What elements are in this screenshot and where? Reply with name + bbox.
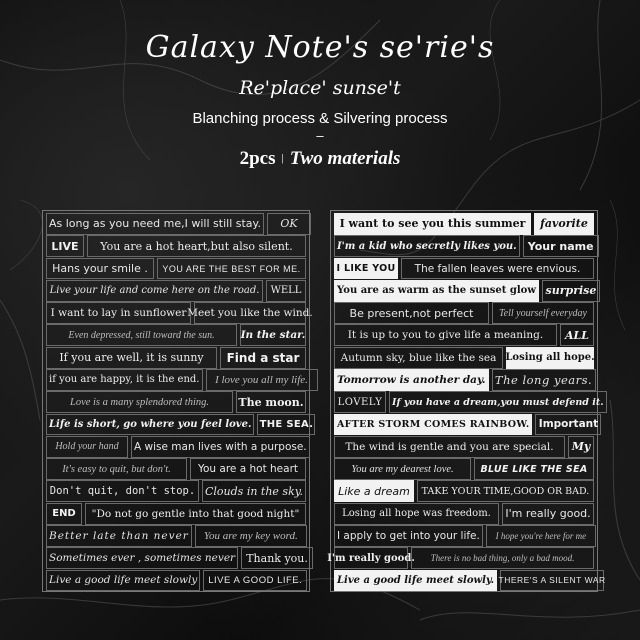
left-sticker-sheet — [42, 210, 314, 592]
sticker-label: LIVE A GOOD LIFE. — [203, 570, 307, 592]
sticker-label: "Do not go gentle into that good night" — [85, 503, 306, 525]
sticker-label: I'm a kid who secretly likes you. — [334, 235, 520, 257]
sticker-label: I want to see you this summer — [334, 213, 531, 235]
series-title: Galaxy Note's se'rie's — [145, 30, 495, 65]
sticker-row — [334, 302, 594, 324]
sticker-row — [334, 570, 606, 592]
sticker-label: Don't quit, don't stop. — [46, 480, 199, 502]
sticker-row — [46, 302, 313, 324]
sticker-label: Important — [535, 414, 601, 436]
sticker-row — [46, 369, 306, 391]
sticker-label: Find a star — [220, 347, 306, 369]
sticker-row — [46, 414, 314, 436]
sticker-row — [46, 547, 306, 569]
sticker-row — [334, 525, 594, 547]
sticker-label: Clouds in the sky. — [202, 480, 306, 502]
sticker-label: Like a dream — [334, 480, 414, 502]
sticker-row — [334, 480, 594, 502]
sticker-label: If you are well, it is sunny — [46, 347, 217, 369]
sticker-row — [46, 391, 306, 413]
sticker-row — [334, 458, 594, 480]
sticker-label: You are my dearest love. — [334, 458, 471, 480]
series-subtitle: Re'place' sunse't — [239, 77, 401, 99]
sticker-label: Better late than never — [46, 525, 192, 547]
process-text: Blanching process & Silvering process — [192, 110, 448, 127]
sticker-label: TAKE YOUR TIME,GOOD OR BAD. — [417, 480, 594, 502]
sticker-label: favorite — [534, 213, 594, 235]
sticker-label: You are a hot heart,but also silent. — [87, 235, 306, 257]
sticker-label: AFTER STORM COMES RAINBOW. — [334, 414, 532, 436]
sticker-row — [334, 369, 594, 391]
sticker-label: Life is short, go where you feel love. — [46, 414, 254, 436]
sticker-row — [46, 503, 306, 525]
materials-count: 2pcs — [239, 148, 276, 169]
sticker-label: Be present,not perfect — [334, 302, 489, 324]
sticker-label: THE SEA. — [257, 414, 315, 436]
sticker-label: Even depressed, still toward the sun. — [46, 324, 237, 346]
sticker-label: Tell yourself everyday — [492, 302, 594, 324]
sticker-label: The long years. — [492, 369, 596, 391]
sticker-label: surprise — [542, 280, 600, 302]
sticker-label: OK — [267, 213, 311, 235]
sticker-label: Your name — [523, 235, 599, 257]
sticker-label: The wind is gentle and you are special. — [334, 436, 565, 458]
sticker-label: I'm really good. — [502, 503, 594, 525]
sticker-row — [334, 436, 594, 458]
sticker-label: YOU ARE THE BEST FOR ME. — [157, 258, 306, 280]
sticker-row — [334, 258, 594, 280]
sticker-label: I'm really good. — [334, 547, 408, 569]
materials-separator: | — [281, 152, 284, 164]
sticker-label: My — [568, 436, 594, 458]
sticker-label: I want to lay in sunflower — [46, 302, 191, 324]
sticker-label: You are a hot heart — [190, 458, 306, 480]
sticker-label: There is no bad thing, only a bad mood. — [411, 547, 594, 569]
sticker-row — [46, 436, 306, 458]
sticker-label: The fallen leaves were envious. — [401, 258, 594, 280]
sticker-label: Hans your smile . — [46, 258, 154, 280]
sticker-label: Losing all hope. — [506, 347, 594, 369]
sticker-label: I LIKE YOU — [334, 258, 398, 280]
sticker-label: A wise man lives with a purpose. — [131, 436, 310, 458]
sticker-label: Autumn sky, blue like the sea — [334, 347, 503, 369]
sticker-row — [46, 525, 306, 547]
sticker-row — [46, 258, 306, 280]
sticker-label: if you are happy, it is the end. — [46, 369, 203, 391]
sticker-row — [334, 503, 594, 525]
sticker-label: END — [46, 503, 82, 525]
sticker-label: LOVELY — [334, 391, 386, 413]
sticker-label: Tomorrow is another day. — [334, 369, 489, 391]
sticker-label: You are my key word. — [195, 525, 307, 547]
sticker-row — [46, 213, 306, 235]
sticker-label: Sometimes ever , sometimes never — [46, 547, 238, 569]
sticker-label: ALL — [560, 324, 594, 346]
divider-dash: – — [316, 128, 324, 143]
sticker-label: Love is a many splendored thing. — [46, 391, 233, 413]
sticker-row — [46, 480, 306, 502]
sticker-row — [327, 547, 594, 569]
sticker-label: WELL — [266, 280, 306, 302]
sticker-row — [46, 570, 306, 592]
sticker-label: If you have a dream,you must defend it. — [389, 391, 607, 413]
right-sticker-sheet — [327, 210, 606, 592]
sticker-label: In the star. — [240, 324, 306, 346]
sticker-label: THERE'S A SILENT WAR — [500, 570, 604, 592]
sticker-label: I apply to get into your life. — [334, 525, 483, 547]
sticker-label: BLUE LIKE THE SEA — [474, 458, 594, 480]
sticker-row — [334, 347, 594, 369]
sticker-label: I love you all my life. — [206, 369, 318, 391]
sticker-label: You are as warm as the sunset glow — [334, 280, 539, 302]
materials-line — [0, 148, 640, 170]
sticker-label: Live your life and come here on the road. — [46, 280, 263, 302]
sticker-row — [46, 280, 306, 302]
sticker-row — [46, 347, 306, 369]
sticker-label: Losing all hope was freedom. — [334, 503, 499, 525]
sticker-row — [334, 235, 594, 257]
sticker-label: I hope you're here for me — [486, 525, 596, 547]
sticker-row — [46, 235, 306, 257]
sticker-row — [46, 324, 306, 346]
sticker-row — [334, 391, 604, 413]
sticker-label: The moon. — [236, 391, 306, 413]
sticker-label: Hold your hand — [46, 436, 128, 458]
header — [0, 0, 640, 205]
sticker-label: Meet you like the wind. — [194, 302, 306, 324]
sticker-row — [334, 414, 599, 436]
sticker-row — [334, 280, 597, 302]
sticker-row — [334, 213, 594, 235]
sticker-label: Live a good life meet slowly — [46, 570, 200, 592]
sticker-label: It's easy to quit, but don't. — [46, 458, 187, 480]
sticker-label: It is up to you to give life a meaning. — [334, 324, 557, 346]
sticker-label: As long as you need me,I will still stay. — [46, 213, 264, 235]
materials-label: Two materials — [289, 148, 401, 169]
sticker-label: Thank you. — [241, 547, 313, 569]
sticker-label: LIVE — [46, 235, 84, 257]
sticker-label: Live a good life meet slowly. — [334, 570, 497, 592]
sticker-row — [46, 458, 306, 480]
sticker-row — [334, 324, 594, 346]
